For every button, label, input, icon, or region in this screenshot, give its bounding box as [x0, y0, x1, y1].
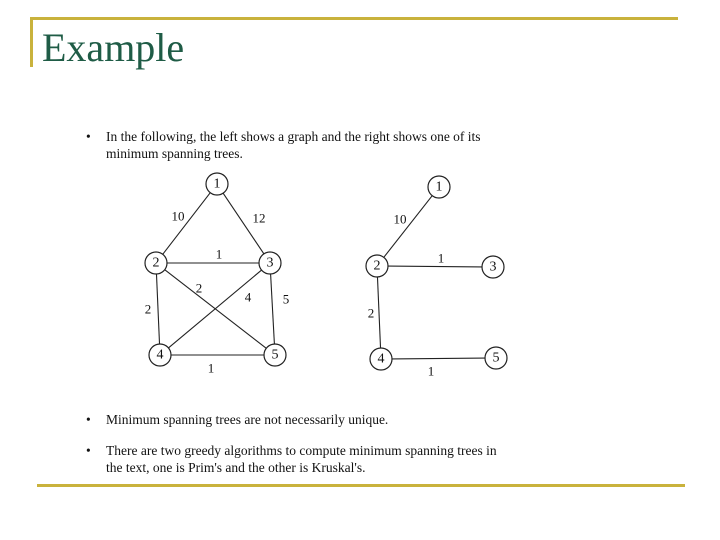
left-graph-edge-3-5 — [271, 274, 275, 344]
right-tree — [366, 176, 507, 379]
bullet-marker: • — [86, 443, 91, 458]
right-tree-node-label-4: 4 — [377, 351, 385, 367]
right-tree-node-label-5: 5 — [492, 350, 500, 366]
bullet-text: There are two greedy algorithms to compute minimum spanning trees in the text, one is Prim's and the other is Kruskal's. — [106, 443, 497, 475]
left-graph-edge-weight-3-4: 4 — [244, 289, 252, 305]
right-tree-edge-weight-2-4: 2 — [367, 305, 375, 321]
slide-title: Example — [42, 25, 185, 70]
right-tree-node-label-2: 2 — [373, 258, 381, 274]
bullet-marker: • — [86, 129, 91, 144]
right-tree-edge-weight-4-5: 1 — [427, 363, 435, 379]
right-tree-edge-4-5 — [392, 358, 485, 359]
right-tree-edge-2-3 — [388, 266, 482, 267]
right-tree-edge-weight-1-2: 10 — [393, 211, 407, 227]
right-tree-node-label-3: 3 — [489, 259, 497, 275]
left-graph-node-label-5: 5 — [271, 347, 279, 363]
left-graph-edge-1-2 — [163, 193, 211, 255]
left-graph-edge-3-4 — [168, 270, 261, 348]
left-graph — [145, 173, 290, 376]
right-tree-edge-weight-2-3: 1 — [437, 250, 445, 266]
left-graph-edge-weight-4-5: 1 — [207, 360, 215, 376]
right-tree-edge-1-2 — [384, 196, 432, 258]
right-tree-node-label-1: 1 — [435, 179, 443, 195]
left-graph-edge-weight-3-5: 5 — [282, 291, 290, 307]
left-graph-node-label-4: 4 — [156, 347, 164, 363]
left-graph-edge-weight-1-3: 12 — [252, 210, 266, 226]
left-graph-edge-weight-2-4: 2 — [144, 301, 152, 317]
left-graph-node-label-3: 3 — [266, 255, 274, 271]
bullet-text: Minimum spanning trees are not necessarily unique. — [106, 412, 389, 427]
left-graph-edge-weight-2-3: 1 — [215, 246, 223, 262]
left-graph-edge-weight-1-2: 10 — [171, 208, 185, 224]
left-graph-node-label-1: 1 — [213, 176, 221, 192]
left-graph-edge-weight-2-5: 2 — [195, 280, 203, 296]
bullet-text: In the following, the left shows a graph and the right shows one of its minimum spanning trees. — [106, 129, 481, 161]
right-tree-edge-2-4 — [377, 277, 380, 348]
left-graph-edge-2-4 — [156, 274, 159, 344]
bullet-marker: • — [86, 412, 91, 427]
left-graph-node-label-2: 2 — [152, 255, 160, 271]
